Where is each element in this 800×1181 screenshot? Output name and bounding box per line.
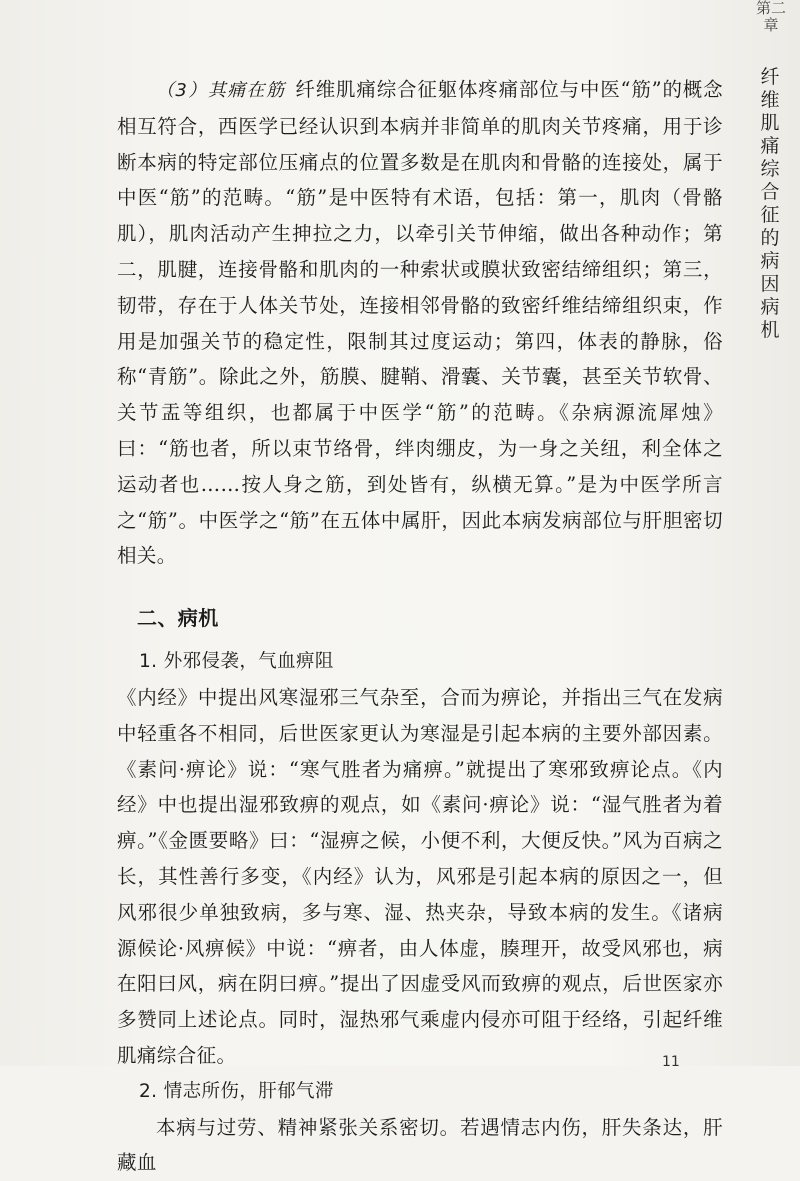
item3-paragraph <box>117 72 723 574</box>
main-text <box>117 72 723 1181</box>
subsection2-paragraph: 本病与过劳、精神紧张关系密切。若遇情志内伤，肝失条达，肝藏血 <box>117 1115 723 1175</box>
subsection2-heading: 2. 情志所伤，肝郁气滞 <box>139 1080 334 1102</box>
subsection1-heading: 1. 外邪侵袭，气血痹阻 <box>139 651 334 673</box>
item3-heading: （3）其痛在筋 <box>156 80 286 101</box>
page-number: 11 <box>662 1054 680 1070</box>
running-side-title: 纤维肌痛综合征的病因病机 <box>760 66 780 341</box>
item3-body: 纤维肌痛综合征躯体疼痛部位与中医“筋”的概念相互符合，西医学已经认识到本病并非简单的肌肉关节疼痛，用于诊断本病的特定部位压痛点的位置多数是在肌肉和骨骼的连接处，属于中医“筋”的范畴。“筋”是中医特有术语，包括：第一，肌肉（骨骼肌），肌肉活动产生抻拉之力，以牵引关节伸缩，做出各种动作；第二，肌腱，连接骨骼和肌肉的一种索状或膜状致密结缔组织；第三，韧带，存在于人体关节处，连接相邻骨骼的致密纤维结缔组织束，作用是加强关节的稳定性，限制其过度运动；第四，体表的静脉，俗称“青筋”。除此之外，筋膜、腱鞘、滑囊、关节囊，甚至关节软骨、关节盂等组织，也都属于中医学“筋”的范畴。《杂病源流犀烛》曰：“筋也者，所以束节络骨，绊肉绷皮，为一身之关纽，利全体之运动者也……按人身之筋，到处皆有，纵横无算。”是为中医学所言之“筋”。中医学之“筋”在五体中属肝，因此本病发病部位与肝胆密切相关。 <box>117 78 723 568</box>
subsection1-paragraph: 《内经》中提出风寒湿邪三气杂至，合而为痹论，并指出三气在发病中轻重各不相同，后世医家更认为寒湿是引起本病的主要外部因素。《素问·痹论》说：“寒气胜者为痛痹。”就提出了寒邪致痹论点。《内经》中也提出湿邪致痹的观点，如《素问·痹论》说：“湿气胜者为着痹。”《金匮要略》曰：“湿痹之候，小便不利，大便反快。”风为百病之长，其性善行多变，《内经》认为，风邪是引起本病的原因之一，但风邪很少单独致病，多与寒、湿、热夹杂，导致本病的发生。《诸病源候论·风痹候》中说：“痹者，由人体虚，腠理开，故受风邪也，病在阳曰风，病在阴曰痹。”提出了因虚受风而致痹的观点，后世医家亦多赞同上述论点。同时，湿热邪气乘虚内侵亦可阻于经络，引起纤维肌痛综合征。 <box>117 685 723 1067</box>
section-heading: 二、病机 <box>137 606 219 631</box>
chapter-tab: 第二章 <box>755 0 786 34</box>
